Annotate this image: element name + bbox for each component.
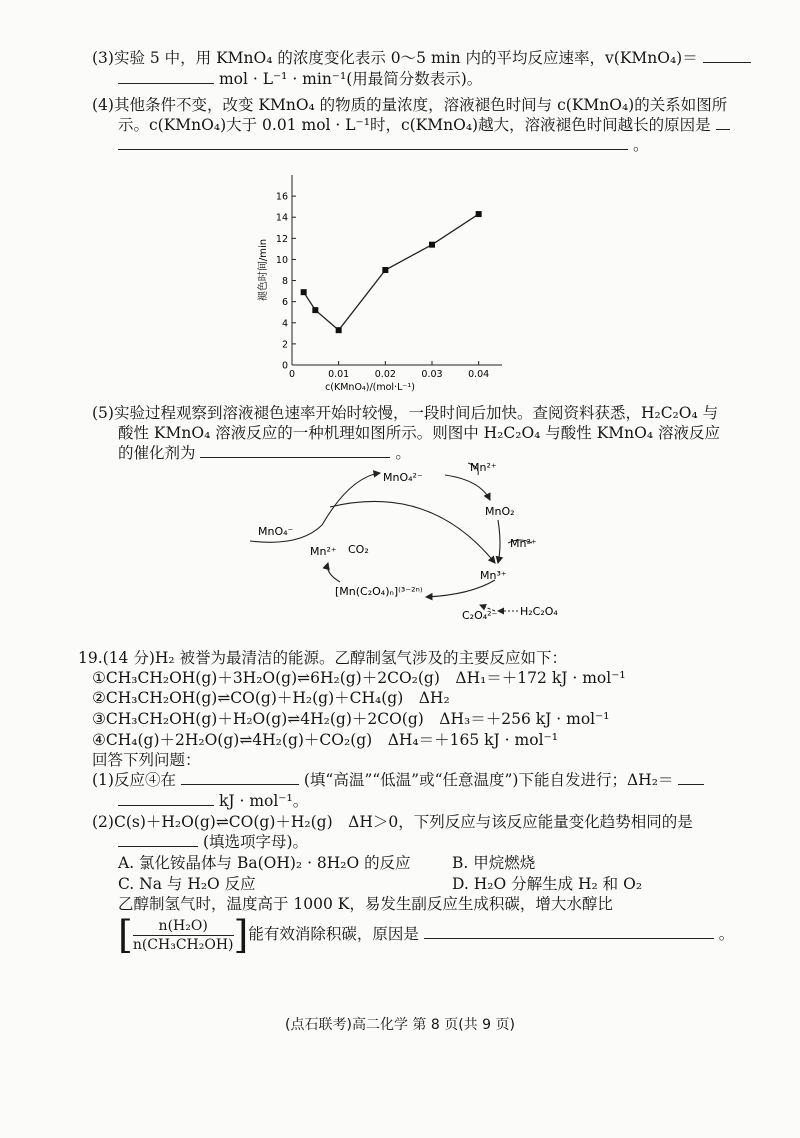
x-tick-label: 0 (288, 369, 296, 380)
q19-part3-line1: 乙醇制氢气时，温度高于 1000 K，易发生副反应生成积碳，增大水醇比 (118, 895, 613, 913)
x-tick-label: 0.02 (374, 369, 396, 380)
species-co2: CO₂ (348, 543, 369, 556)
q19-part2-line1: (2)C(s)＋H₂O(g)⇌CO(g)＋H₂(g) ΔH＞0，下列反应与该反应能量变化趋势相同的是 (92, 813, 693, 831)
chart-axes (292, 175, 502, 365)
chart-xlabel: c(KMnO₄)/(mol·L⁻¹) (325, 382, 415, 393)
x-tick-label: 0.01 (328, 369, 350, 380)
y-tick-label: 6 (281, 297, 288, 309)
q19-part2-line2: (填选项字母)。 (118, 832, 308, 852)
reaction-4: ④CH₄(g)＋2H₂O(g)⇌4H₂(g)＋CO₂(g) ΔH₄＝＋165 kJ · mol⁻¹ (92, 731, 558, 749)
reaction-1: ①CH₃CH₂OH(g)＋3H₂O(g)⇌6H₂(g)＋2CO₂(g) ΔH₁＝＋172 kJ · mol⁻¹ (92, 669, 626, 687)
q19-part3-line2: [ $\frac{\text{n(H₂O)}}{\text{n(CH₃CH₂OH)}}$ ]能有效消除积碳，原因是 。 (118, 913, 735, 957)
q19-part1-line2: kJ · mol⁻¹。 (118, 791, 308, 811)
x-tick-label: 0.04 (468, 369, 490, 380)
q4-text2: 示。c(KMnO₄)大于 0.01 mol · L⁻¹时，c(KMnO₄)越大，溶液褪色时间越长的原因是 (118, 116, 711, 134)
q4-line2 (118, 115, 730, 135)
q19-part1-blank-b[interactable] (678, 770, 704, 785)
data-point (429, 242, 435, 248)
arrow-complex-to-mn2 (328, 563, 341, 582)
q5-line3: 的催化剂为 。 (118, 444, 411, 462)
data-point (301, 289, 307, 295)
option-d: D. H₂O 分解生成 H₂ 和 O₂ (452, 875, 643, 893)
q5-line1: (5)实验过程观察到溶液褪色速率开始时较慢，一段时间后加快。查阅资料获悉，H₂C₂O₄ 与 (92, 404, 719, 422)
option-b: B. 甲烷燃烧 (452, 854, 536, 872)
q4-line3: 。 (118, 135, 648, 155)
y-tick-label: 8 (281, 276, 288, 288)
q3-answer-blank-2[interactable] (118, 69, 214, 84)
data-point (382, 267, 388, 273)
q5-line2: 酸性 KMnO₄ 溶液反应的一种机理如图所示。则图中 H₂C₂O₄ 与酸性 KMnO₄ 溶液反应 (118, 424, 720, 442)
q3-answer-blank-1[interactable] (703, 48, 751, 63)
q4-answer-blank-a[interactable] (716, 115, 730, 130)
y-tick-label: 4 (281, 318, 288, 330)
species-c2o4: C₂O₄²⁻ (462, 609, 498, 622)
series-polyline (304, 214, 479, 330)
data-point (476, 211, 482, 217)
page-footer: (点石联考)高二化学 第 8 页(共 9 页) (285, 1017, 515, 1033)
data-point (336, 327, 342, 333)
species-complex: [Mn(C₂O₄)ₙ]⁽³⁻²ⁿ⁾ (335, 585, 423, 598)
q3-text1: (3)实验 5 中，用 KMnO₄ 的浓度变化表示 0～5 min 内的平均反应速率，v(KMnO₄)＝ (92, 49, 698, 67)
species-mno4-minus: MnO₄⁻ (258, 525, 294, 538)
species-mn2-right: Mn²⁺ (510, 537, 537, 550)
q19-part1-blank-c[interactable] (118, 791, 214, 806)
answer-prompt: 回答下列问题： (92, 751, 201, 769)
reaction-2: ②CH₃CH₂OH(g)⇌CO(g)＋H₂(g)＋CH₄(g) ΔH₂ (92, 689, 450, 707)
reaction-3: ③CH₃CH₂OH(g)＋H₂O(g)⇌4H₂(g)＋2CO(g) ΔH₃＝＋256 kJ · mol⁻¹ (92, 710, 610, 728)
y-tick-label: 16 (275, 191, 288, 203)
q19-part3-blank[interactable] (424, 924, 714, 939)
q19-part2-blank[interactable] (118, 832, 198, 847)
y-tick-label: 0 (281, 360, 288, 372)
q19-part1-line1: (1)反应④在 (填“高温”“低温”或“任意温度”)下能自发进行；ΔH₂＝ (92, 770, 704, 790)
arrow-mn3-to-complex (426, 580, 495, 597)
q3-line1 (92, 48, 751, 68)
species-mn2-left: Mn²⁺ (310, 545, 337, 558)
decolor-time-chart (250, 165, 520, 395)
q19-stem: 19.(14 分)H₂ 被誉为最清洁的能源。乙醇制氢气涉及的主要反应如下： (78, 649, 568, 667)
q19-part1-blank-a[interactable] (181, 770, 299, 785)
option-a: A. 氯化铵晶体与 Ba(OH)₂ · 8H₂O 的反应 (118, 854, 411, 872)
y-tick-label: 12 (275, 233, 288, 245)
q4-answer-blank-b[interactable] (118, 135, 628, 150)
arrow-to-mno2 (445, 475, 490, 500)
q4-line1: (4)其他条件不变，改变 KMnO₄ 的物质的量浓度，溶液褪色时间与 c(KMnO₄)的关系如图所 (92, 96, 728, 114)
chart-ticks (276, 192, 489, 380)
y-tick-label: 10 (275, 254, 288, 266)
chart-series-line (304, 214, 479, 330)
species-h2c2o4: H₂C₂O₄ (520, 605, 558, 618)
species-mn3: Mn³⁺ (480, 569, 507, 582)
x-tick-label: 0.03 (421, 369, 443, 380)
chart-ylabel: 褪色时间/min (258, 238, 269, 302)
q3-text2: mol · L⁻¹ · min⁻¹(用最简分数表示)。 (218, 70, 483, 88)
q3-line2 (118, 69, 482, 89)
data-point (312, 307, 318, 313)
y-tick-label: 14 (275, 212, 288, 224)
arrow-to-mn3 (498, 520, 500, 563)
species-mno2: MnO₂ (485, 505, 515, 518)
species-mno4-2minus: MnO₄²⁻ (383, 471, 423, 484)
y-tick-label: 2 (281, 339, 288, 351)
option-c: C. Na 与 H₂O 反应 (118, 875, 256, 893)
reaction-mechanism-diagram (240, 455, 620, 625)
species-mn2-top: Mn²⁺ (470, 461, 497, 474)
arrow-to-mno4-2 (322, 473, 380, 525)
water-alcohol-ratio: $\frac{\text{n(H₂O)}}{\text{n(CH₃CH₂OH)}}$ (132, 917, 234, 953)
